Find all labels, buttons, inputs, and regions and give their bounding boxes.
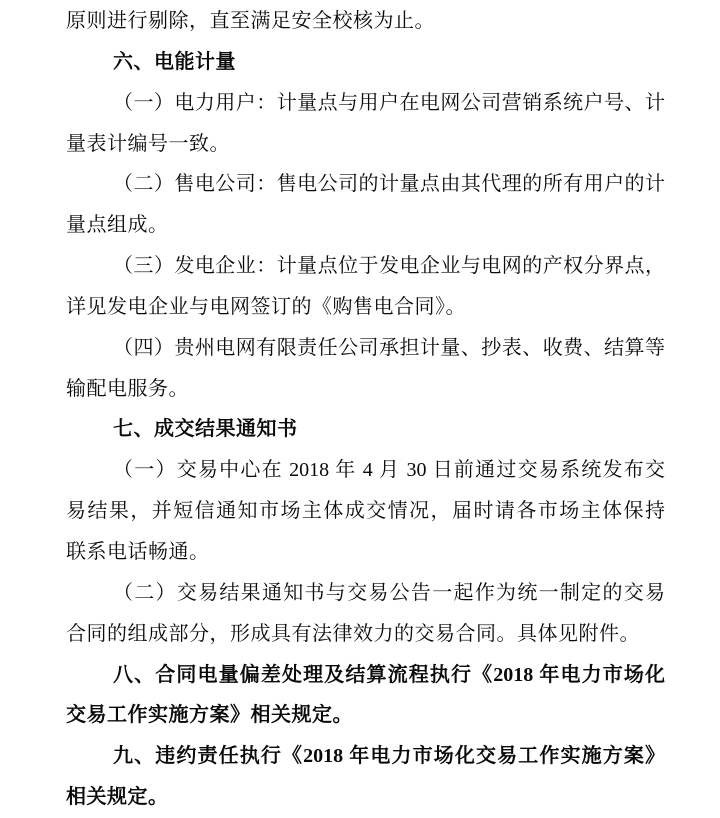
text-line: （四）贵州电网有限责任公司承担计量、抄表、收费、结算等 [113,336,665,359]
text-line: 量点组成。 [66,214,169,237]
text-line: 合同的组成部分，形成具有法律效力的交易合同。具体见附件。 [66,622,640,645]
text-line: 联系电话畅通。 [66,540,210,563]
text-line: 易结果，并短信通知市场主体成交情况，届时请各市场主体保持 [66,500,665,523]
text-line: 量表计编号一致。 [66,132,230,155]
text-line: 九、违约责任执行《2018 年电力市场化交易工作实施方案》 [113,745,665,768]
text-line: 六、电能计量 [113,50,236,73]
text-line: （一）电力用户：计量点与用户在电网公司营销系统户号、计 [113,91,665,114]
text-line: （二）交易结果通知书与交易公告一起作为统一制定的交易 [113,581,665,604]
text-line: 相关规定。 [66,786,169,809]
text-line: 详见发电企业与电网签订的《购售电合同》。 [66,295,466,318]
text-line: 八、合同电量偏差处理及结算流程执行《2018 年电力市场化 [113,663,665,686]
text-line: 七、成交结果通知书 [113,418,298,441]
text-line: 原则进行剔除，直至满足安全校核为止。 [66,10,435,32]
text-line: 输配电服务。 [66,377,189,400]
text-line: 交易工作实施方案》相关规定。 [66,704,353,727]
text-line: （二）售电公司：售电公司的计量点由其代理的所有用户的计 [113,173,665,196]
text-line: （三）发电企业：计量点位于发电企业与电网的产权分界点， [113,255,665,278]
text-line: （一）交易中心在 2018 年 4 月 30 日前通过交易系统发布交 [113,459,665,482]
